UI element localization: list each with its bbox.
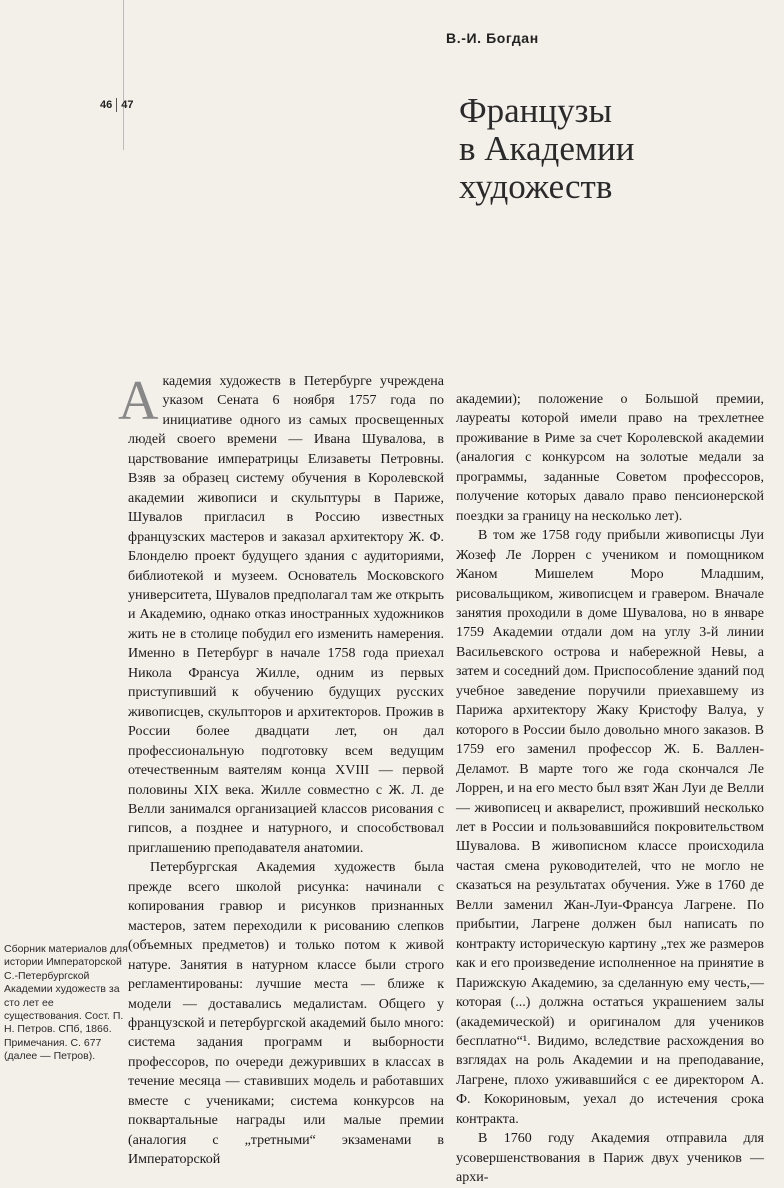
drop-cap: А: [118, 370, 159, 432]
paragraph: Петербургская Академия художеств была прежде всего школой рисунка: начинали с копирования гравюр и рисунков признанных мастеров, затем переходили к рисованию слепков (объемных предметов) и только потом к живой натуре. Занятия в натурном классе были строго регламентированы: лучшие места — ближе к модели — доставались медалистам. Общего у французской и петербургской академий было много: система задания программ и выборности профессоров, по очереди дежуривших в классах в течение месяца — ставивших модель и работавших вместе с учениками; система конкурсов на поквартальные награды или малые премии (аналогия с „третными“ экзаменами в Императорской: [128, 860, 444, 1168]
paragraph-text: кадемия художеств в Петербурге учреждена указом Сената 6 ноября 1757 года по инициативе одного из самых просвещенных людей своего времени — Ивана Шувалова, в царствование императрицы Елизаветы Петровны. Взяв за образец систему обучения в Королевской академии живописи и скульптуры в Париже, Шувалов пригласил в Россию известных французских мастеров и заказал архитектору Ж. Ф. Блонделю проект будущего здания с аудиториями, библиотекой и музеем. Основатель Московского университета, Шувалов предполагал там же открыть и Академию, однако отказ иностранных художников жить не в столице побудил его изменить намерения. Именно в Петербург в начале 1758 года приехал Никола Франсуа Жилле, одним из первых приступивший к обучению будущих русских живописцев, скульпторов и архитекторов. Прожив в России более двадцати лет, он дал профессиональную подготовку всем ведущим отечественным ваятелям конца XVIII — первой половины XIX века. Жилле совместно с Ж. Л. де Велли занимался организацией классов рисования с гипсов, а позднее и натурного, и способствовал приглашению преподавателя анатомии.: [128, 374, 444, 856]
article-title: [459, 92, 759, 206]
paragraph: академии); положение о Большой премии, лауреаты которой имели право на трехлетнее проживание в Риме за счет Королевской академии (аналогия с конкурсом на золотые медали за программы, заданные Советом профессоров, получение которых давало право пенсионерской поездки за границу на несколько лет).: [456, 392, 764, 524]
page-number-divider: [116, 98, 117, 112]
margin-rule: [123, 0, 124, 150]
text-column-left: [118, 370, 444, 1170]
title-line-1: Французы: [459, 91, 612, 130]
title-line-2: в Академии: [459, 129, 635, 168]
footnote: Сборник материалов для истории Императорской С.-Петербургской Академии художеств за сто лет ее существования. Сост. П. Н. Петров. СПб, 1866. Примечания. С. 677 (далее — Петров).: [4, 943, 128, 1063]
page-number-right: 47: [121, 99, 134, 111]
author-name: В.-И. Богдан: [446, 30, 539, 46]
page-number-left: 46: [100, 99, 113, 111]
page-numbers: [100, 98, 134, 112]
title-line-3: художеств: [459, 167, 613, 206]
paragraph: В 1760 году Академия отправила для усовершенствования в Париж двух учеников — архи-: [456, 1131, 764, 1186]
text-column-right: [456, 390, 764, 1188]
paragraph: [118, 370, 444, 858]
paragraph: В том же 1758 году прибыли живописцы Луи Жозеф Ле Лоррен с учеником и помощником Жаном Мишелем Моро Младшим, рисовальщиком, живописцем и гравером. Вначале занятия проходили в доме Шувалова, но в январе 1759 Академии отдали дом на углу 3-й линии Васильевского острова и набережной Невы, а затем и соседний дом. Приспособление зданий под учебное заведение поручили приехавшему из Парижа архитектору Жаку Кристофу Валуа, у которого в России было довольно много заказов. В 1759 его заменил профессор Ж. Б. Валлен-Деламот. В марте того же года скончался Ле Лоррен, и на его место был взят Жан Луи де Велли — живописец и акварелист, проживший несколько лет в России и пользовавшийся покровительством Шувалова. В живописном классе происходила частая смена руководителей, что не могло не сказаться на результатах обучения. Уже в 1760 де Велли заменил Жан-Луи-Франсуа Лагрене. По прибытии, Лагрене должен был написать по контракту историческую картину „тех же размеров как и его произведение исполненное на принятие в Парижскую Академию, за сделанную ему честь,— которая (...) должна остаться украшением залы (академической) и оригиналом для учеников бесплатно“¹. Видимо, вследствие расхождения во взглядах на роль Академии и на преподавание, Лагрене, плохо уживавшийся с ее директором А. Ф. Кокориновым, уехал до истечения срока контракта.: [456, 528, 764, 1127]
